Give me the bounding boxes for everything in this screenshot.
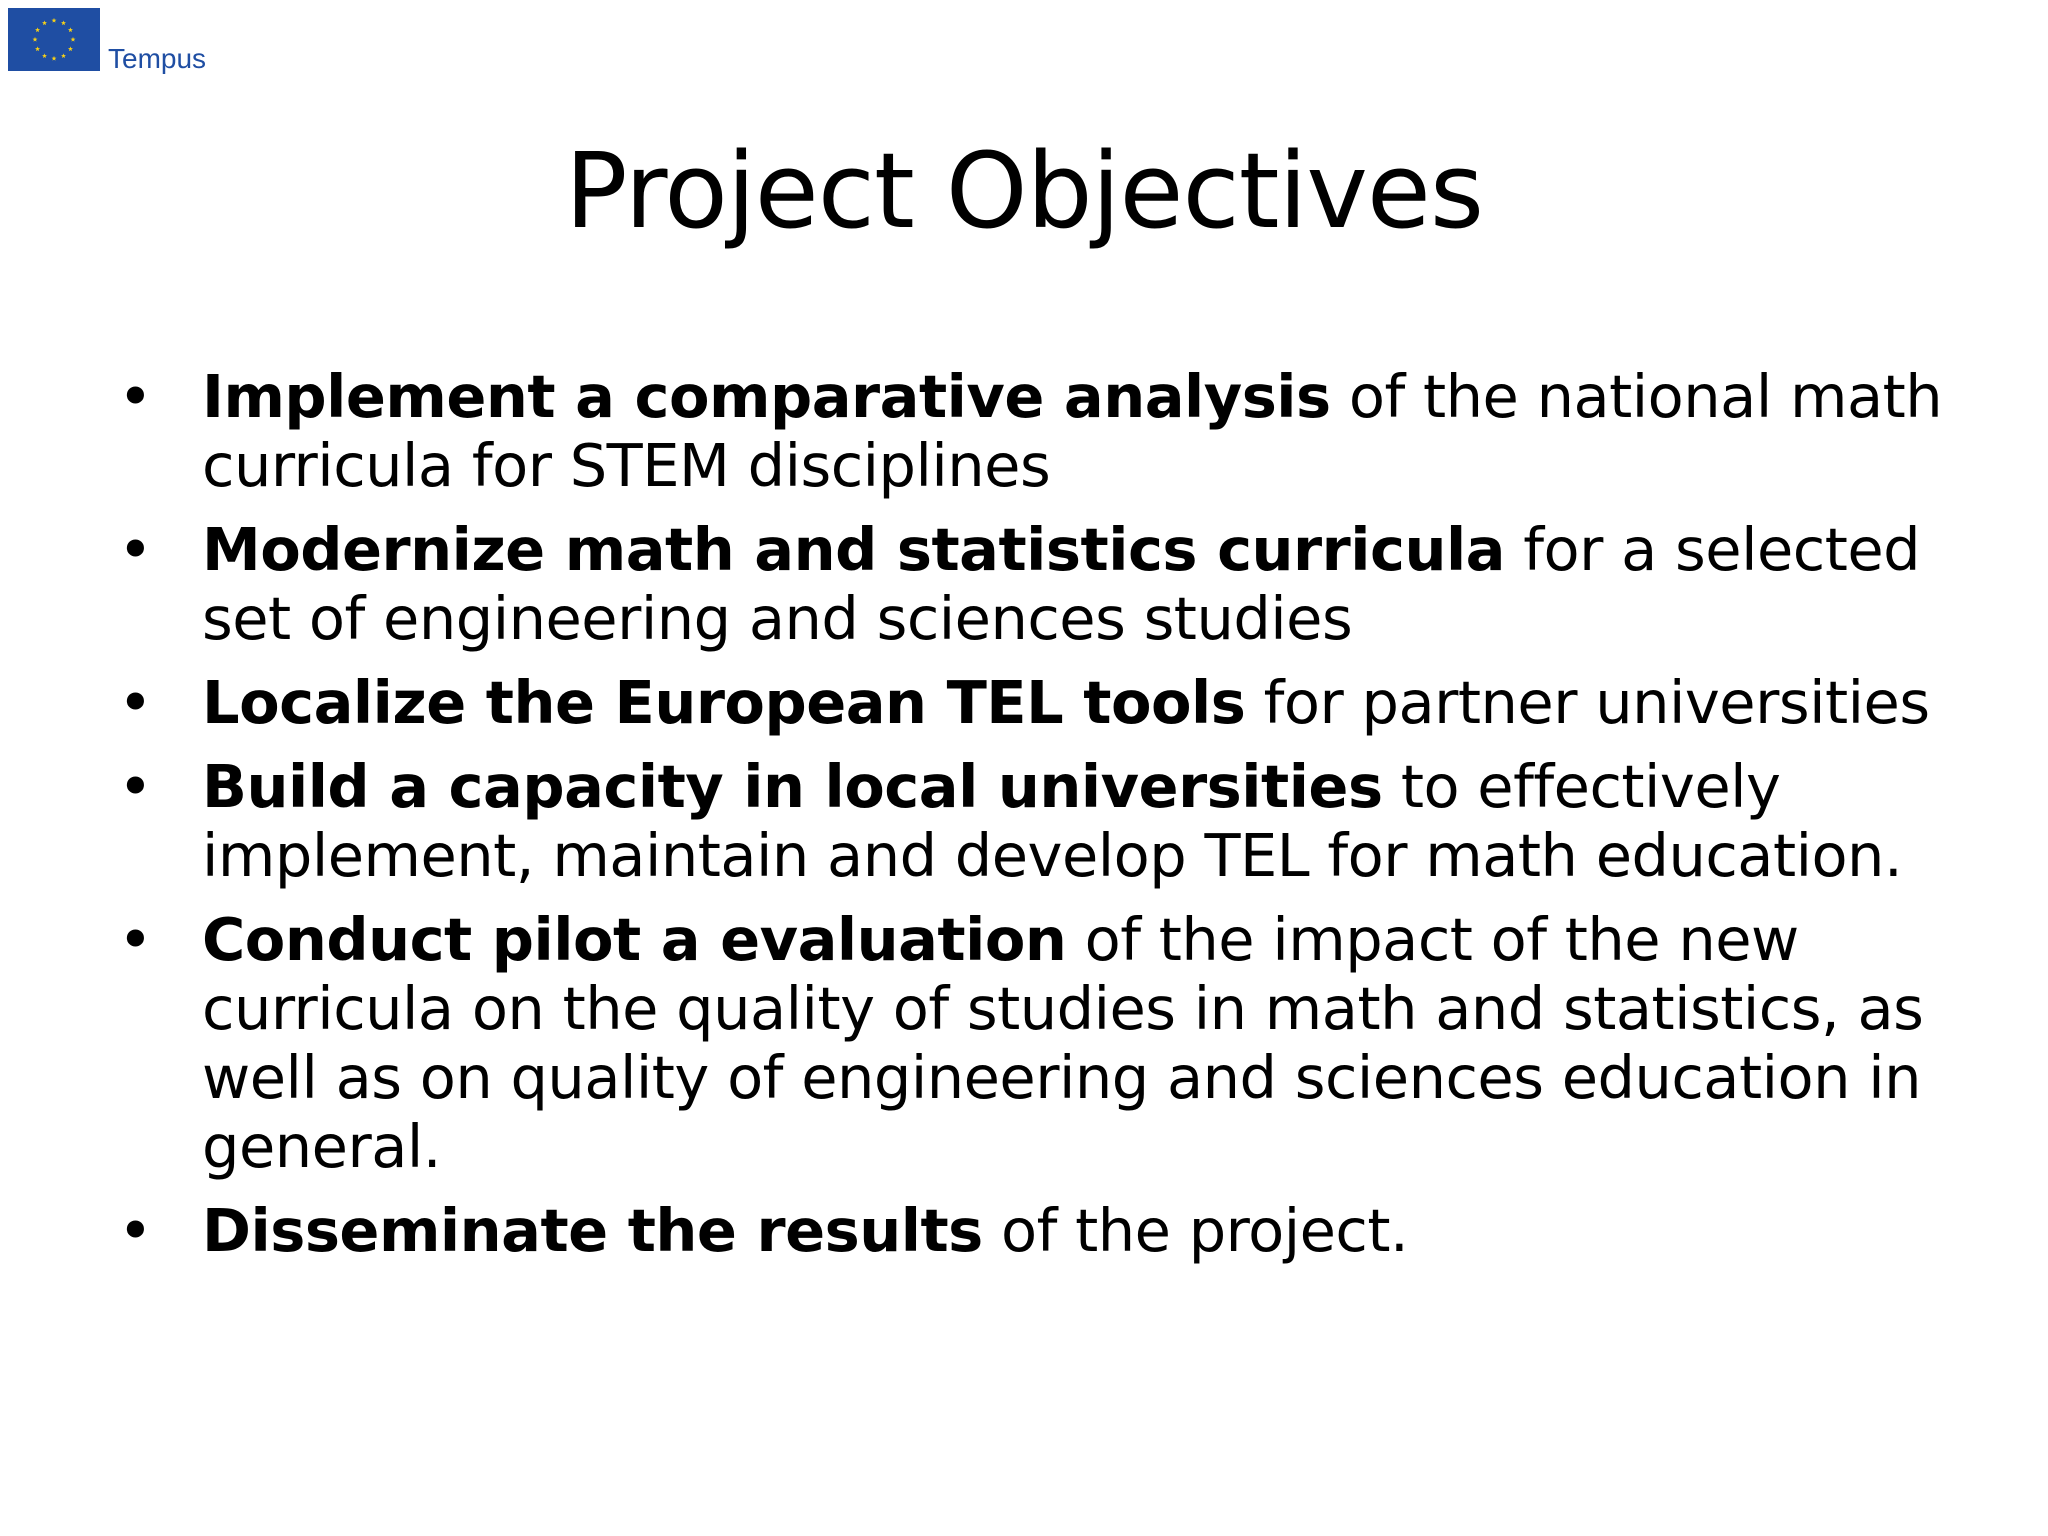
objective-text: for a selected set of engineering and sciences studies (202, 515, 1921, 653)
objective-text: of the impact of the new curricula on the quality of studies in math and statistics, as well as on quality of engineering and sciences education in general. (202, 905, 1924, 1181)
bullet-icon: • (118, 1196, 153, 1265)
objective-item (118, 668, 1978, 737)
bullet-icon: • (118, 752, 153, 821)
bullet-icon: • (118, 515, 153, 584)
objective-bold: Conduct pilot a evaluation (202, 905, 1067, 974)
objective-item (118, 752, 1978, 890)
objective-bold: Modernize math and statistics curricula (202, 515, 1505, 584)
objective-text: of the national math curricula for STEM disciplines (202, 362, 1943, 500)
bullet-icon: • (118, 668, 153, 737)
objectives-list (118, 362, 1978, 1280)
objective-item (118, 515, 1978, 653)
objective-item (118, 362, 1978, 500)
logo-text: Tempus (108, 43, 207, 74)
bullet-icon: • (118, 362, 153, 431)
objective-text: to effectively implement, maintain and develop TEL for math education. (202, 752, 1903, 890)
objective-bold: Localize the European TEL tools (202, 668, 1246, 737)
objective-text: of the project. (982, 1196, 1409, 1265)
objective-bold: Implement a comparative analysis (202, 362, 1331, 431)
slide-title: Project Objectives (564, 130, 1484, 252)
objective-item (118, 905, 1978, 1181)
objective-bold: Disseminate the results (202, 1196, 983, 1265)
objective-item (118, 1196, 1978, 1265)
objective-bold: Build a capacity in local universities (202, 752, 1383, 821)
tempus-logo (8, 8, 207, 74)
objective-text: for partner universities (1245, 668, 1930, 737)
eu-flag-icon (8, 8, 100, 71)
bullet-icon: • (118, 905, 153, 974)
